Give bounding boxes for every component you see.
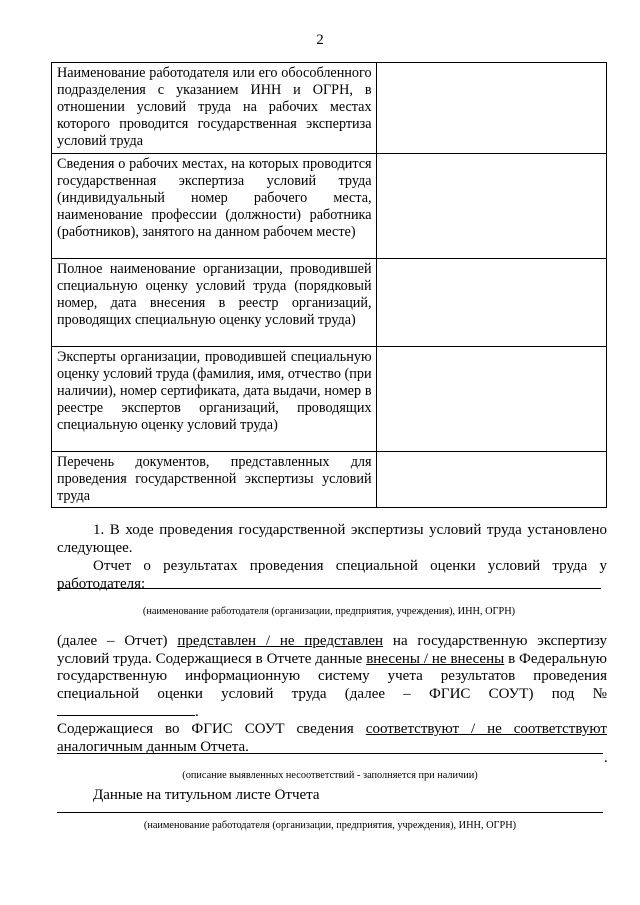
caption-discrepancies: (описание выявленных несоответствий - заполняется при наличии) [182, 770, 478, 781]
table-row [52, 154, 607, 259]
row-label-experts: Эксперты организации, проводившей специальную оценку условий труда (фамилия, имя, отчество (при наличии), номер сертификата, дата выдачи, номер в реестре экспертов организаций, проводящих специальную оценку условий труда) [52, 347, 377, 452]
row-label-documents: Перечень документов, представленных для проведения государственной экспертизы условий труда [52, 452, 377, 508]
table-row [52, 347, 607, 452]
row-value-documents[interactable] [376, 452, 606, 508]
fgis-text: в Федеральную государственную информационную систему учета результатов проведения специальной оценки условий труда (далее – ФГИС СОУТ) под № [57, 650, 608, 702]
row-value-workplaces[interactable] [376, 154, 606, 259]
option-entered[interactable]: внесены / не внесены [366, 650, 505, 667]
table-row [52, 63, 607, 154]
row-label-organization: Полное наименование организации, проводившей специальную оценку условий труда (порядковый номер, дата внесения в реестр организаций, проводящих специальную оценку условий труда) [52, 259, 377, 347]
page-number: 2 [316, 32, 324, 48]
report-ref-text: (далее – Отчет) [57, 633, 168, 649]
paragraph-findings-intro: 1. В ходе проведения государственной экспертизы условий труда установлено следующее. [57, 522, 607, 556]
row-label-workplaces: Сведения о рабочих местах, на которых проводится государственная экспертиза условий труда (индивидуальный номер рабочего места, наименование профессии (должности) работника (работников), занятого на данном рабочем месте) [52, 154, 377, 259]
discrepancies-line[interactable] [57, 753, 603, 754]
employer-name-line-2[interactable] [57, 812, 603, 813]
compliance-tail: аналогичным данным Отчета. [57, 738, 249, 755]
compliance-text: Содержащиеся во ФГИС СОУТ сведения [57, 721, 354, 737]
fgis-period: . [195, 704, 199, 721]
paragraph-report-status [57, 633, 607, 722]
paragraph-title-page: Данные на титульном листе Отчета [93, 787, 320, 803]
row-value-experts[interactable] [376, 347, 606, 452]
row-label-employer: Наименование работодателя или его обособленного подразделения с указанием ИНН и ОГРН, в отношении условий труда на рабочих местах которого проводится государственная экспертиза условий труда [52, 63, 377, 154]
row-value-organization[interactable] [376, 259, 606, 347]
table-row [52, 259, 607, 347]
discrepancies-period: . [604, 750, 608, 766]
report-status-text: на государственную экспертизу условий труда. Содержащиеся в Отчете данные [57, 633, 608, 667]
option-submitted[interactable]: представлен / не представлен [177, 633, 384, 649]
caption-employer-1: (наименование работодателя (организации, предприятия, учреждения), ИНН, ОГРН) [142, 606, 516, 617]
paragraph-compliance [57, 721, 607, 756]
row-value-employer[interactable] [376, 63, 606, 154]
table-row [52, 452, 607, 508]
expertise-info-table [51, 62, 607, 508]
employer-name-line-1[interactable] [57, 588, 601, 589]
fgis-number-field[interactable] [57, 703, 195, 716]
option-compliance[interactable]: соответствуют / не соответствуют [365, 721, 607, 737]
caption-employer-2: (наименование работодателя (организации, предприятия, учреждения), ИНН, ОГРН) [143, 820, 517, 831]
paragraph-report-employer: Отчет о результатах проведения специальной оценки условий труда у работодателя: [57, 558, 607, 592]
